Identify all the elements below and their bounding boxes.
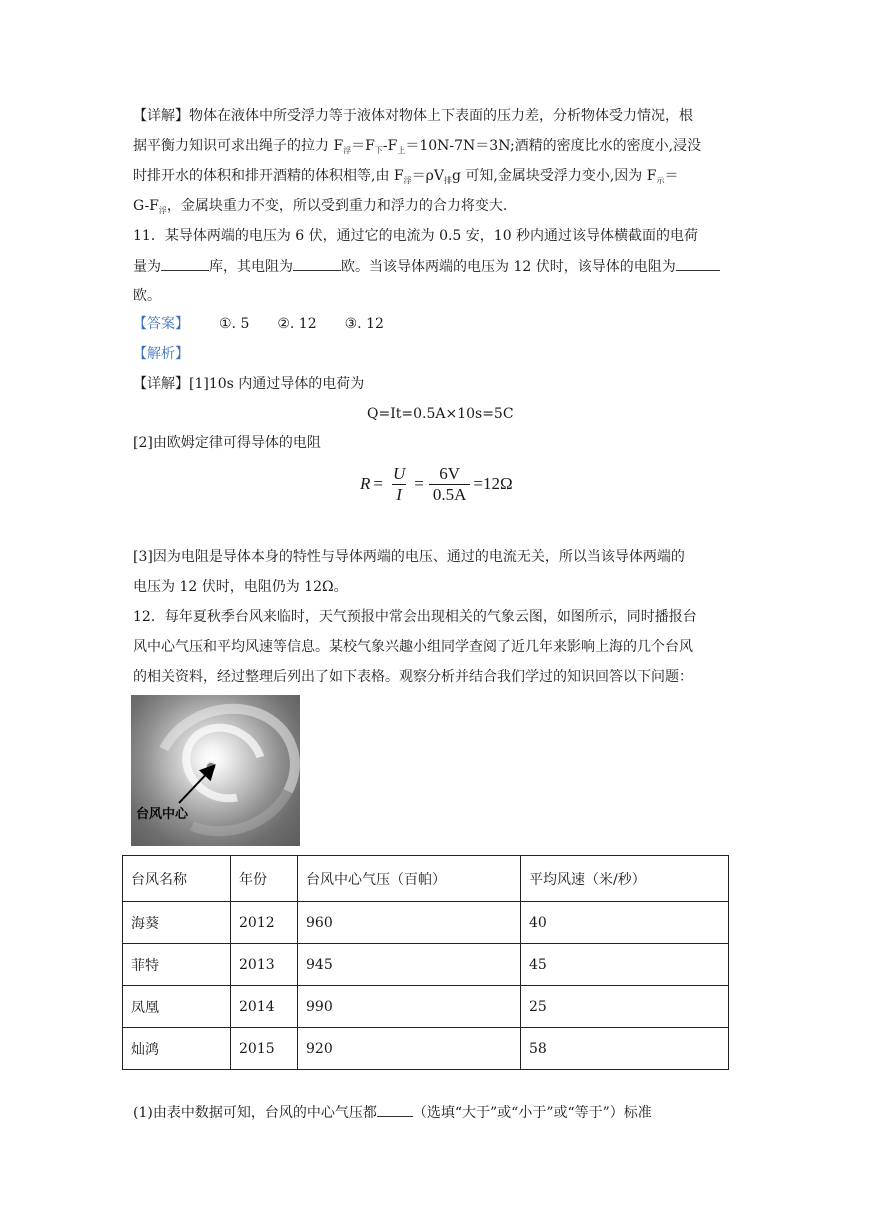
table-cell: 40 — [521, 902, 729, 944]
q11-detail-3b: 电压为 12 伏时，电阻仍为 12Ω。 — [133, 579, 348, 595]
q12-stem-line-1: 12．每年夏秋季台风来临时，天气预报中常会出现相关的气象云图，如图所示，同时播报台 — [133, 609, 697, 625]
table-cell: 2015 — [231, 1028, 298, 1070]
table-header: 台风名称 — [123, 856, 231, 902]
table-cell: 菲特 — [123, 944, 231, 986]
q11-detail-3a: [3]因为电阻是导体本身的特性与导体两端的电压、通过的电流无关，所以当该导体两端的 — [133, 549, 685, 565]
typhoon-satellite-image — [131, 695, 300, 846]
table-row — [123, 902, 729, 944]
frac2-denominator: 0.5A — [429, 484, 471, 505]
frac1-denominator: I — [392, 484, 406, 505]
q11-equation-1: Q=It=0.5A×10s=5C — [367, 406, 514, 422]
formula-lhs: R — [360, 474, 371, 493]
table-cell: 945 — [298, 944, 521, 986]
fraction-values — [429, 464, 471, 505]
table-cell: 960 — [298, 902, 521, 944]
q12-sub-question-1: (1)由表中数据可知，台风的中心气压都 （选填“大于”或“小于”或“等于”）标准 — [133, 1102, 652, 1123]
table-cell: 灿鸿 — [123, 1028, 231, 1070]
ohm-law-formula — [360, 460, 513, 508]
typhoon-center-label: 台风中心 — [136, 807, 189, 822]
table-cell: 990 — [298, 986, 521, 1028]
blank-3 — [676, 256, 720, 271]
table-header: 平均风速（米/秒） — [521, 856, 729, 902]
analysis-label: 【解析】 — [133, 346, 189, 362]
table-header: 年份 — [231, 856, 298, 902]
q11-answer — [133, 314, 384, 334]
arrow-icon — [131, 695, 300, 846]
detail-line-4: $G-F_浮$，金属块重力不变，所以受到重力和浮力的合力将变大. — [133, 198, 508, 215]
detail-line-1: 【详解】物体在液体中所受浮力等于液体对物体上下表面的压力差，分析物体受力情况，根 — [133, 108, 693, 124]
detail-line-2: 据平衡力知识可求出绳子的拉力 $F_浮=F_下-F_上=10N-7N=3N$;酒精的密度比水的密度小,浸没 — [133, 138, 702, 155]
table-row — [123, 1028, 729, 1070]
table-cell: 920 — [298, 1028, 521, 1070]
table-cell: 45 — [521, 944, 729, 986]
blank-1 — [161, 256, 209, 271]
q11-detail-2: [2]由欧姆定律可得导体的电阻 — [133, 435, 321, 451]
table-cell: 凤凰 — [123, 986, 231, 1028]
table-cell: 2013 — [231, 944, 298, 986]
q11-stem-line-2: 量为 库，其电阻为 欧。当该导体两端的电压为 12 伏时，该导体的电阻为 — [133, 256, 720, 277]
table-row — [123, 944, 729, 986]
blank-2 — [293, 256, 341, 271]
table-cell: 2012 — [231, 902, 298, 944]
table-cell: 2014 — [231, 986, 298, 1028]
table-row — [123, 986, 729, 1028]
answer-label: 【答案】 — [133, 316, 189, 332]
table-cell: 25 — [521, 986, 729, 1028]
formula-equals: = — [373, 474, 383, 493]
q12-stem-line-3: 的相关资料，经过整理后列出了如下表格。观察分析并结合我们学过的知识回答以下问题： — [133, 669, 693, 685]
q12-stem-line-2: 风中心气压和平均风速等信息。某校气象兴趣小组同学查阅了近几年来影响上海的几个台风 — [133, 639, 693, 655]
table-header-row — [123, 856, 729, 902]
q11-stem-line-1: 11．某导体两端的电压为 6 伏，通过它的电流为 0.5 安，10 秒内通过该导体横截面的电荷 — [133, 228, 699, 244]
detail-line-3: 时排开水的体积和排开酒精的体积相等,由 $F_浮=\rho V_排g$ 可知,金属块受浮力变小,因为 $F_示=$ — [133, 168, 679, 185]
fraction-u-over-i — [389, 464, 409, 505]
table-header: 台风中心气压（百帕） — [298, 856, 521, 902]
q11-stem-line-3: 欧。 — [133, 288, 161, 304]
typhoon-data-table — [122, 855, 729, 1070]
blank-4 — [377, 1102, 413, 1117]
table-cell: 58 — [521, 1028, 729, 1070]
frac2-numerator: 6V — [439, 463, 461, 483]
frac1-numerator: U — [392, 463, 406, 483]
table-cell: 海葵 — [123, 902, 231, 944]
answer-values: ①. 5 ②. 12 ③. 12 — [219, 316, 384, 332]
formula-result: =12Ω — [473, 474, 513, 493]
q11-detail-1: 【详解】[1]10s 内通过导体的电荷为 — [133, 376, 365, 392]
formula-equals-2: = — [414, 474, 424, 493]
